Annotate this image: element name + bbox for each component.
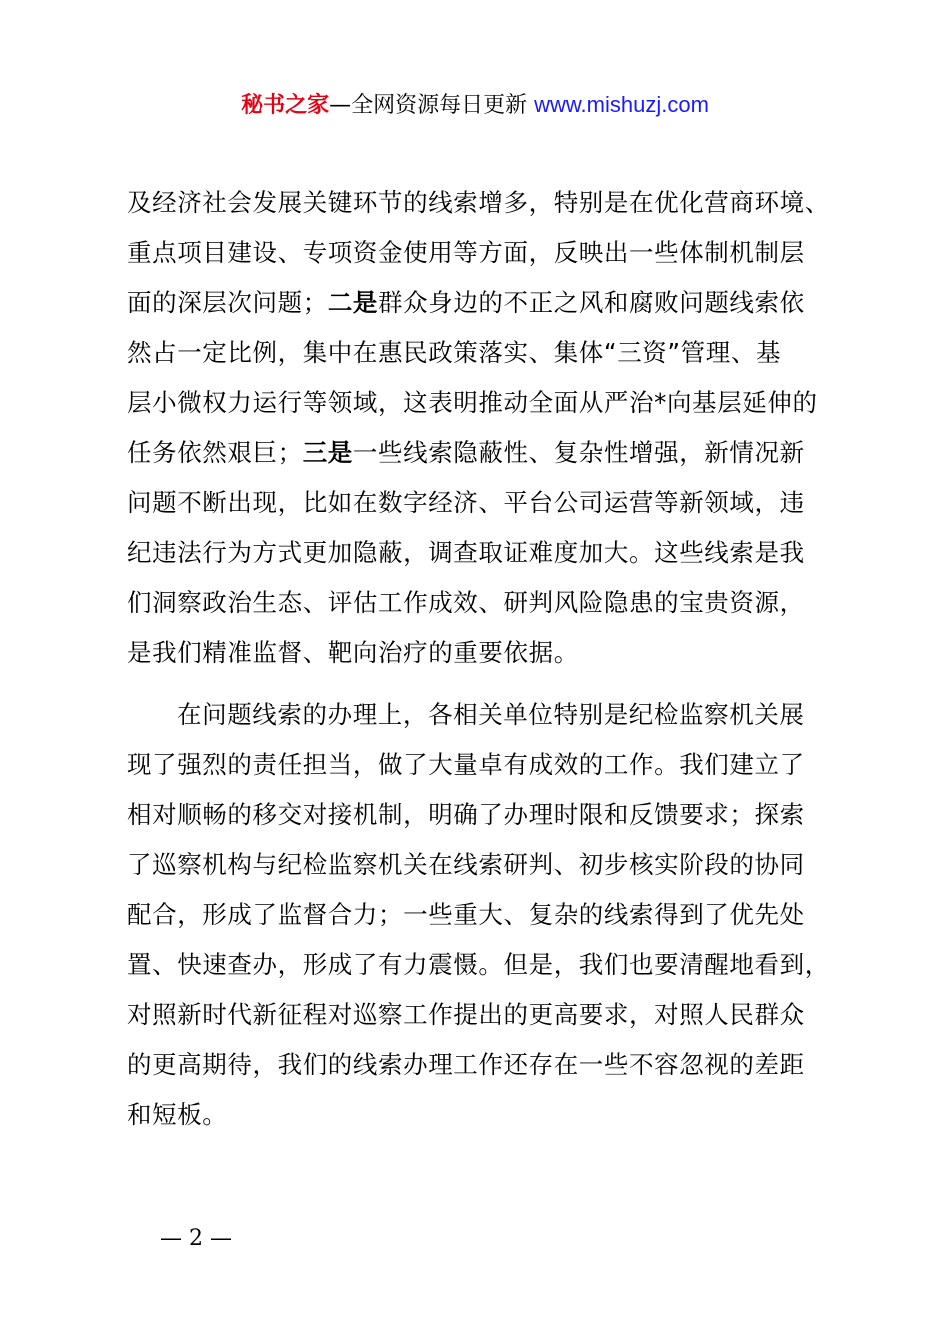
body-paragraph-1 — [127, 178, 837, 678]
text-line: 重点项目建设、专项资金使用等方面，反映出一些体制机制层 — [127, 238, 805, 267]
text-line: 然占一定比例，集中在惠民政策落实、集体“三资”管理、基 — [127, 338, 782, 367]
body-paragraph-2 — [127, 690, 837, 1140]
text-segment: 一些线索隐蔽性、复杂性增强，新情况新 — [352, 438, 805, 467]
text-line: 配合，形成了监督合力；一些重大、复杂的线索得到了优先处 — [127, 900, 805, 929]
text-line — [127, 278, 837, 328]
emphasis-third-point: 三是 — [302, 438, 353, 467]
text-line: 在问题线索的办理上，各相关单位特别是纪检监察机关展 — [177, 700, 805, 729]
text-line: 的更高期待，我们的线索办理工作还存在一些不容忽视的差距 — [127, 1050, 805, 1079]
text-line: 们洞察政治生态、评估工作成效、研判风险隐患的宝贵资源， — [127, 588, 805, 617]
text-segment: 面的深层次问题； — [127, 288, 328, 317]
emphasis-second-point: 二是 — [327, 288, 379, 317]
text-line: 和短板。 — [127, 1100, 228, 1129]
text-line: 对照新时代新征程对巡察工作提出的更高要求，对照人民群众 — [127, 1000, 805, 1029]
page-number: — 2 — — [160, 1226, 232, 1251]
text-line: 现了强烈的责任担当，做了大量卓有成效的工作。我们建立了 — [127, 750, 805, 779]
text-segment: 任务依然艰巨； — [127, 438, 303, 467]
text-line: 纪违法行为方式更加隐蔽，调查取证难度加大。这些线索是我 — [127, 538, 805, 567]
site-tagline: —全网资源每日更新 — [329, 93, 535, 118]
text-line: 及经济社会发展关键环节的线索增多，特别是在优化营商环境、 — [127, 188, 830, 217]
text-line: 问题不断出现，比如在数字经济、平台公司运营等新领域，违 — [127, 488, 805, 517]
text-line: 层小微权力运行等领域，这表明推动全面从严治*向基层延伸的 — [127, 388, 818, 417]
text-line: 相对顺畅的移交对接机制，明确了办理时限和反馈要求；探索 — [127, 800, 805, 829]
site-url-link[interactable]: www.mishuzj.com — [534, 92, 709, 117]
text-line: 是我们精准监督、靶向治疗的重要依据。 — [127, 638, 579, 667]
text-line: 置、快速查办，形成了有力震慑。但是，我们也要清醒地看到， — [127, 950, 830, 979]
site-brand: 秘书之家 — [241, 93, 330, 118]
text-line: 了巡察机构与纪检监察机关在线索研判、初步核实阶段的协同 — [127, 850, 805, 879]
text-segment: 群众身边的不正之风和腐败问题线索依 — [378, 288, 805, 317]
site-header — [0, 90, 950, 121]
text-line — [127, 428, 837, 478]
